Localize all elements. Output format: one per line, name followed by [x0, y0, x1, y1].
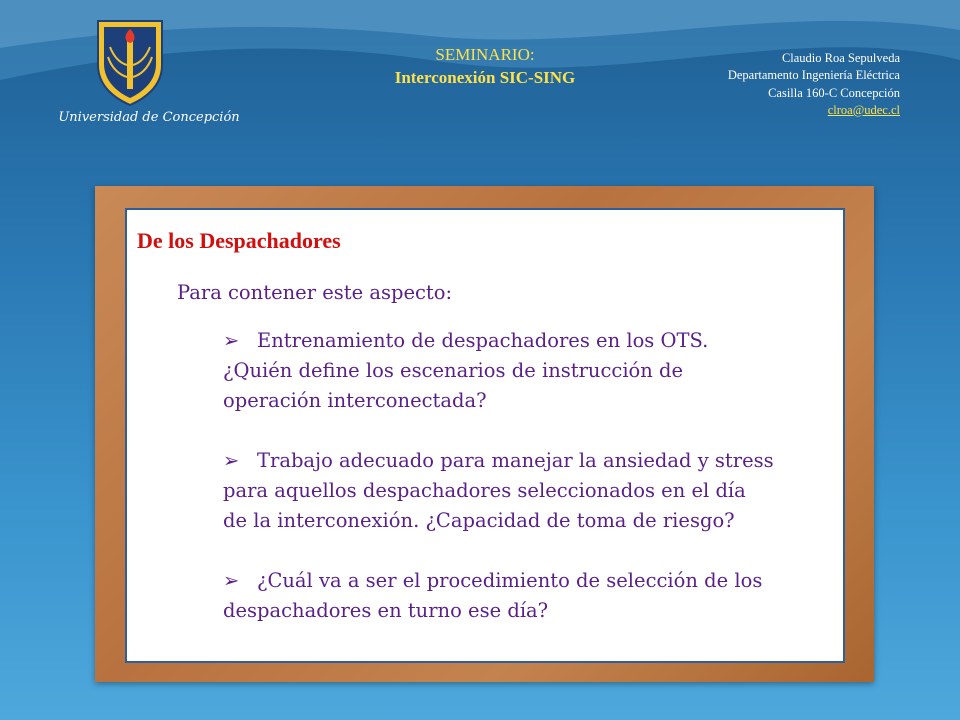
university-name: Universidad de Concepción [58, 110, 240, 125]
slide-content [125, 208, 845, 663]
bullet-text: Trabajo adecuado para manejar la ansiedad y stress [257, 449, 774, 472]
bullet-text: ¿Quién define los escenarios de instrucción de [223, 359, 684, 382]
arrow-bullet-icon: ➢ [223, 569, 240, 592]
seminar-label: SEMINARIO: [435, 45, 535, 64]
arrow-bullet-icon: ➢ [223, 329, 240, 352]
author-info [620, 50, 900, 119]
bullet-text: para aquellos despachadores seleccionados en el día [223, 479, 746, 502]
bullet-item [223, 326, 817, 416]
bullet-item [223, 566, 817, 626]
author-email-link[interactable]: clroa@udec.cl [827, 102, 900, 117]
arrow-bullet-icon: ➢ [223, 449, 240, 472]
bullet-text: despachadores en turno ese día? [223, 599, 549, 622]
intro-text: Para contener este aspecto: [177, 281, 453, 304]
slide-body [177, 278, 817, 656]
bullet-text: de la interconexión. ¿Capacidad de toma de riesgo? [223, 509, 735, 532]
slide-title: De los Despachadores [137, 228, 341, 253]
bullet-text: ¿Cuál va a ser el procedimiento de selección de los [257, 569, 763, 592]
author-department: Departamento Ingeniería Eléctrica [727, 68, 900, 83]
university-crest-icon [94, 17, 166, 107]
bullet-text: Entrenamiento de despachadores en los OTS. [257, 329, 709, 352]
seminar-title [345, 44, 625, 90]
slide-frame [95, 186, 874, 682]
author-name: Claudio Roa Sepulveda [781, 51, 900, 65]
bullet-item [223, 446, 817, 536]
seminar-topic: Interconexión SIC-SING [394, 67, 576, 87]
bullet-text: operación interconectada? [223, 389, 487, 412]
author-address: Casilla 160-C Concepción [768, 85, 900, 100]
